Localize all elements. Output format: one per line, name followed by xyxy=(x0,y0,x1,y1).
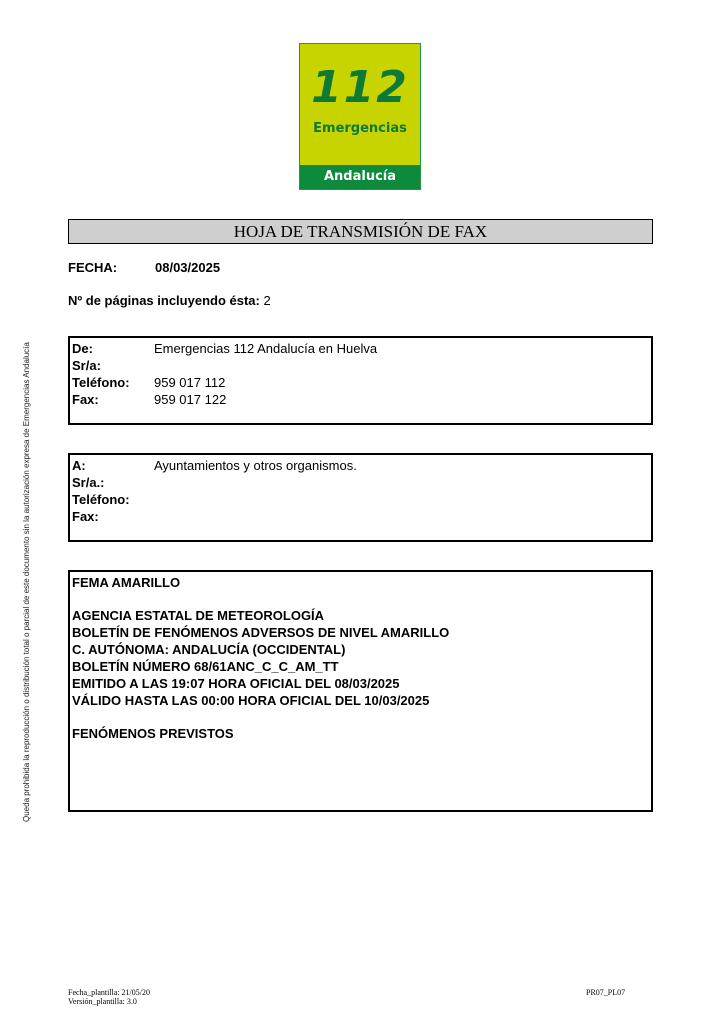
recipient-fax-row xyxy=(72,508,154,525)
bulletin-region: C. AUTÓNOMA: ANDALUCÍA (OCCIDENTAL) xyxy=(72,642,346,657)
recipient-telefono-label: Teléfono: xyxy=(72,492,130,507)
sender-sra-row xyxy=(72,357,154,374)
recipient-fax-label: Fax: xyxy=(72,509,99,524)
recipient-box xyxy=(68,453,653,542)
sender-de-row xyxy=(72,340,377,357)
sender-sra-label: Sr/a: xyxy=(72,358,101,373)
recipient-sra-label: Sr/a.: xyxy=(72,475,105,490)
fecha-value: 08/03/2025 xyxy=(155,260,221,275)
emergencias-112-logo xyxy=(299,43,421,190)
bulletin-type: BOLETÍN DE FENÓMENOS ADVERSOS DE NIVEL AMARILLO xyxy=(72,625,450,640)
fecha-label: FECHA: xyxy=(68,260,118,275)
bulletin-heading: FEMA AMARILLO xyxy=(72,575,181,590)
footer-version-plantilla: Versión_plantilla: 3.0 xyxy=(68,997,137,1006)
logo-subtitle: Emergencias xyxy=(313,121,407,136)
bulletin-valid-until: VÁLIDO HASTA LAS 00:00 HORA OFICIAL DEL 10/03/2025 xyxy=(72,693,430,708)
footer-fecha-plantilla: Fecha_plantilla: 21/05/20 xyxy=(68,988,150,997)
de-label: De: xyxy=(72,341,93,356)
logo-region: Andalucía xyxy=(300,165,420,189)
recipient-a-row xyxy=(72,457,357,474)
page-title: HOJA DE TRANSMISIÓN DE FAX xyxy=(68,219,653,244)
bulletin-phenomena-heading: FENÓMENOS PREVISTOS xyxy=(72,726,234,741)
bulletin-issued: EMITIDO A LAS 19:07 HORA OFICIAL DEL 08/03/2025 xyxy=(72,676,400,691)
a-label: A: xyxy=(72,458,86,473)
logo-number: 112 xyxy=(311,62,409,113)
side-legal-note: Queda prohibida la reproducción o distribución total o parcial de este documento sin la autorización expresa de Emergencias Andalucía xyxy=(22,342,31,822)
sender-telefono-value: 959 017 112 xyxy=(154,375,226,390)
footer-code: PR07_PL07 xyxy=(586,988,626,997)
bulletin-agency: AGENCIA ESTATAL DE METEOROLOGÍA xyxy=(72,608,325,623)
a-value: Ayuntamientos y otros organismos. xyxy=(154,458,357,473)
paginas-value: 2 xyxy=(263,293,271,308)
recipient-sra-row xyxy=(72,474,154,491)
bulletin-number: BOLETÍN NÚMERO 68/61ANC_C_C_AM_TT xyxy=(72,659,339,674)
bulletin-box xyxy=(68,570,653,812)
sender-fax-value: 959 017 122 xyxy=(154,392,227,407)
sender-fax-row xyxy=(72,391,226,408)
sender-telefono-label: Teléfono: xyxy=(72,375,130,390)
de-value: Emergencias 112 Andalucía en Huelva xyxy=(154,341,378,356)
recipient-telefono-row xyxy=(72,491,154,508)
sender-fax-label: Fax: xyxy=(72,392,99,407)
sender-telefono-row xyxy=(72,374,225,391)
sender-box xyxy=(68,336,653,425)
paginas-label: Nº de páginas incluyendo ésta: xyxy=(68,293,260,308)
paginas-line xyxy=(68,293,271,308)
